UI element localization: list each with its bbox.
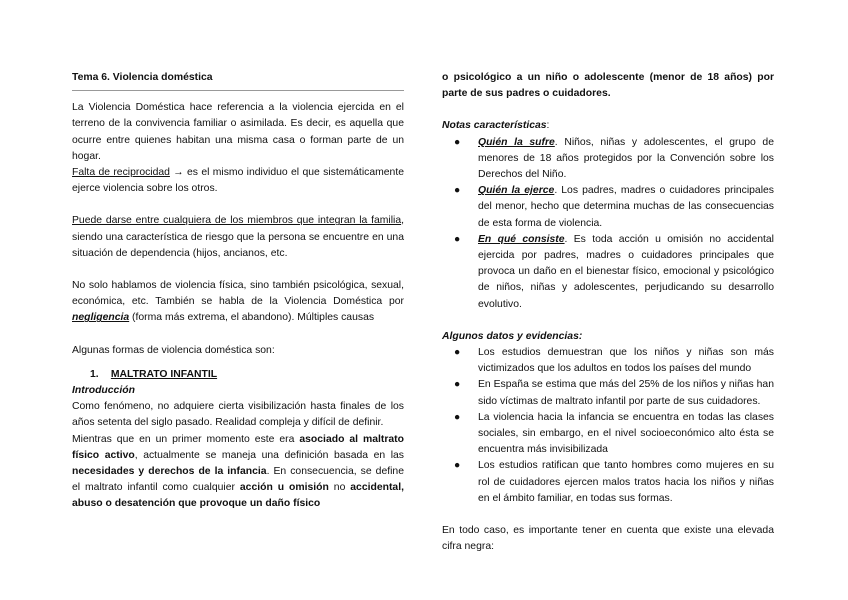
dato-text: La violencia hacia la infancia se encuentra en todas las clases sociales, sin embargo, en el nivel socioeconómico alto ésta se encuentra más invisibilizada — [478, 411, 774, 456]
introduccion-heading: Introducción — [72, 385, 135, 397]
violencia-types-text: No solo hablamos de violencia física, sino también psicológica, sexual, económica, etc. También se habla de la Violencia Doméstica por — [72, 280, 404, 308]
notas-list — [442, 135, 774, 313]
intro2-c: , actualmente se maneja una definición basada en las — [134, 449, 405, 461]
dato-text: Los estudios ratifican que tanto hombres como mujeres en su rol de cuidadores ejercen malos tratos hacia los niños y niñas en el ámbito familiar, en todas sus formas. — [478, 460, 774, 504]
intro-paragraph: La Violencia Doméstica hace referencia a la violencia ejercida en el terreno de la convivencia familiar o asimilada. Es decir, es aquella que ocurre entre quienes habitan una misma casa o forman parte de un hogar. — [72, 102, 404, 162]
nota-text: . Niños, niñas y adolescentes, el grupo de menores de 18 años protegidos por la Convención sobre los Derechos del Niño. — [478, 136, 774, 181]
bullet-icon: ● — [454, 460, 461, 472]
left-column — [72, 70, 404, 513]
right-column — [442, 70, 774, 555]
section-heading — [72, 367, 404, 383]
intro2-a: Mientras que en un primer momento este era — [72, 433, 300, 445]
bullet-icon: ● — [454, 411, 461, 423]
list-item — [442, 135, 774, 184]
page-title: Tema 6. Violencia doméstica — [72, 72, 213, 83]
reciprocidad-label: Falta de reciprocidad — [72, 167, 170, 179]
familia-underlined: Puede darse entre cualquiera de los miembros que integran la familia — [72, 215, 402, 227]
notas-heading — [442, 118, 774, 134]
notas-heading-text: Notas características — [442, 120, 547, 132]
formas-paragraph: Algunas formas de violencia doméstica son: — [72, 344, 275, 356]
violencia-types-paragraph — [72, 278, 404, 327]
reciprocidad-text: → es el mismo individuo el que sistemáticamente ejerce violencia sobre los otros. — [72, 167, 404, 195]
bullet-icon: ● — [454, 347, 461, 359]
datos-list — [442, 345, 774, 507]
intro2-b: asociado al maltrato físico activo — [72, 433, 404, 461]
nota-term: Quién la ejerce — [478, 185, 555, 197]
negligencia-term: negligencia — [72, 312, 130, 324]
list-item — [442, 377, 774, 409]
list-item — [442, 183, 774, 232]
intro2-h: accidental, abuso o desatención que provoque un daño físico — [72, 482, 404, 510]
intro2-e: . En consecuencia, se define el maltrato infantil como cualquier — [72, 466, 404, 494]
list-item — [442, 410, 774, 459]
reciprocidad-paragraph — [72, 165, 404, 197]
intro2-d: necesidades y derechos de la infancia — [72, 466, 267, 478]
bullet-icon: ● — [454, 379, 461, 391]
intro2-g: no — [328, 482, 351, 494]
final-paragraph: En todo caso, es importante tener en cuenta que existe una elevada cifra negra: — [442, 525, 774, 553]
title-divider — [72, 90, 404, 91]
nota-term: En qué consiste — [478, 233, 565, 245]
bullet-icon: ● — [454, 185, 461, 197]
list-item — [442, 345, 774, 377]
nota-text: . Es toda acción u omisión no accidental ejercida por padres, madres o cuidadores principales que provoca un daño en el bienestar físico, emocional y psicológico de niños, niñas y adolescentes, perjudicando su desarrollo evolutivo. — [478, 233, 774, 310]
list-item — [442, 232, 774, 313]
list-item — [442, 458, 774, 507]
nota-text: . Los padres, madres o cuidadores principales del menor, hecho que determina muchas de las consecuencias de esta forma de violencia. — [478, 185, 774, 229]
bullet-icon: ● — [454, 233, 461, 245]
intro2-f: acción u omisión — [239, 482, 329, 494]
violencia-types-rest: (forma más extrema, el abandono). Múltiples causas — [129, 312, 375, 324]
datos-heading: Algunos datos y evidencias: — [442, 330, 583, 342]
dato-text: Los estudios demuestran que los niños y niñas son más victimizados que los adultos en todos los países del mundo — [478, 347, 774, 375]
familia-rest: , siendo una característica de riesgo que la persona se encuentre en una situación de dependencia (hijos, ancianos, etc. — [72, 215, 404, 259]
section-title: MALTRATO INFANTIL — [110, 368, 218, 380]
introduccion-paragraph-1: Como fenómeno, no adquiere cierta visibilización hasta finales de los años setenta del siglo pasado. Realidad compleja y difícil de definir. — [72, 401, 404, 429]
section-number: 1. — [90, 368, 99, 380]
notas-colon: : — [546, 120, 550, 132]
familia-paragraph — [72, 213, 404, 262]
continuation-paragraph: o psicológico a un niño o adolescente (menor de 18 años) por parte de sus padres o cuidadores. — [442, 72, 774, 100]
introduccion-paragraph-2 — [72, 432, 404, 513]
dato-text: En España se estima que más del 25% de los niños y niñas han sido víctimas de maltrato infantil por parte de sus cuidadores. — [478, 379, 774, 407]
bullet-icon: ● — [454, 136, 461, 148]
nota-term: Quién la sufre — [478, 136, 555, 148]
